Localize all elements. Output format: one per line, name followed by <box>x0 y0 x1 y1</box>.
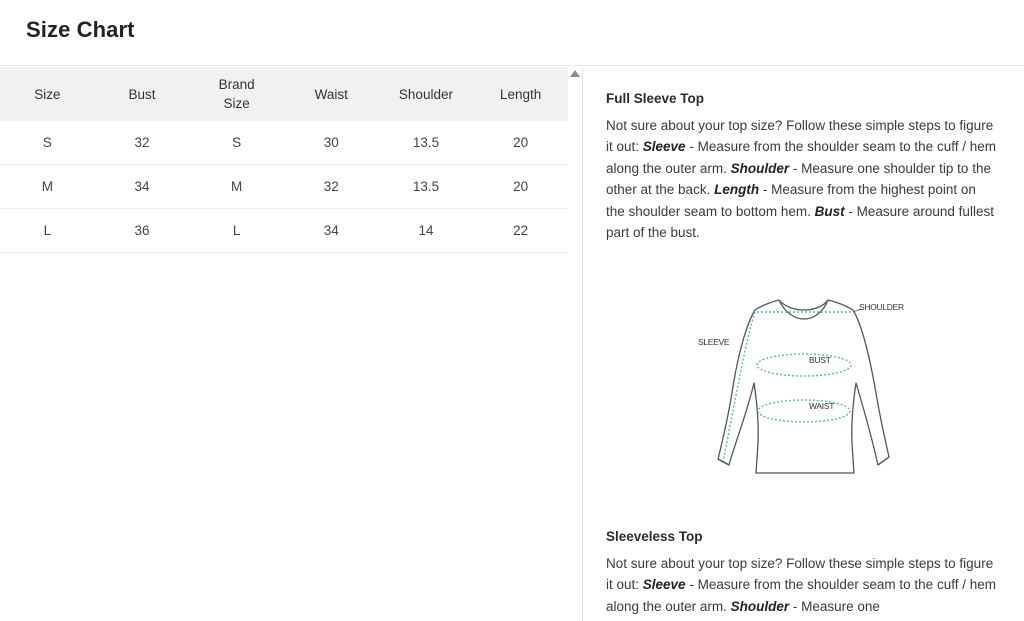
column-header-label: Bust <box>128 86 156 102</box>
column-header-label: Size <box>34 86 61 102</box>
sleeveless-section <box>606 529 996 617</box>
instructions-intro: Not sure about your top size? Follow these simple steps to figure it out: <box>606 118 994 155</box>
column-header <box>0 67 95 121</box>
scroll-up-arrow-icon[interactable] <box>570 70 580 77</box>
table-cell: 20 <box>473 165 568 209</box>
table-cell: S <box>189 121 284 165</box>
column-header <box>284 67 379 121</box>
table-cell: L <box>189 209 284 253</box>
measurement-description: - Measure around fullest part of the bust. <box>606 203 994 241</box>
full-sleeve-top-diagram <box>693 293 913 479</box>
diagram-label-bust: BUST <box>809 355 831 365</box>
measurement-description: - Measure from the highest point on the shoulder seam to bottom hem. <box>606 182 976 219</box>
sleeveless-heading: Sleeveless Top <box>606 529 703 544</box>
measurement-term: Sleeve <box>642 577 686 593</box>
table-cell: M <box>0 165 95 209</box>
instructions-intro: Not sure about your top size? Follow these simple steps to figure it out: <box>606 556 994 593</box>
column-header <box>473 67 568 121</box>
table-cell: 34 <box>284 209 379 253</box>
full-sleeve-instructions <box>606 115 996 243</box>
table-cell: 22 <box>473 209 568 253</box>
column-header <box>95 67 190 121</box>
column-header <box>379 67 474 121</box>
table-row <box>0 121 568 165</box>
table-header-row <box>0 67 568 121</box>
table-cell: L <box>0 209 95 253</box>
column-header-label: Shoulder <box>398 86 453 102</box>
table-row <box>0 165 568 209</box>
column-header-label: Length <box>499 86 542 102</box>
measurement-guide-panel[interactable] <box>583 67 1024 621</box>
table-cell: 13.5 <box>379 165 474 209</box>
table-cell: 32 <box>95 121 190 165</box>
column-header <box>189 67 284 121</box>
table-cell: 36 <box>95 209 190 253</box>
full-sleeve-heading: Full Sleeve Top <box>606 91 705 106</box>
size-table <box>0 67 568 253</box>
measurement-description: - Measure from the shoulder seam to the cuff / hem along the outer arm. <box>606 577 996 614</box>
measurement-term: Sleeve <box>642 139 686 155</box>
measurement-term: Shoulder <box>730 598 790 614</box>
diagram-label-shoulder: SHOULDER <box>859 302 904 312</box>
measurement-term: Length <box>714 182 760 198</box>
scrollbar[interactable] <box>568 67 582 621</box>
table-row <box>0 209 568 253</box>
size-table-panel <box>0 67 568 621</box>
diagram-label-sleeve: SLEEVE <box>698 337 730 347</box>
table-cell: 20 <box>473 121 568 165</box>
table-cell: 34 <box>95 165 190 209</box>
table-cell: 13.5 <box>379 121 474 165</box>
page-title: Size Chart <box>26 17 135 42</box>
measurement-term: Shoulder <box>730 160 790 176</box>
column-header-label: Waist <box>314 86 348 102</box>
header <box>0 0 1024 66</box>
table-cell: 14 <box>379 209 474 253</box>
column-header-label: Size <box>223 96 250 111</box>
table-cell: 30 <box>284 121 379 165</box>
diagram-label-waist: WAIST <box>809 401 835 411</box>
table-cell: M <box>189 165 284 209</box>
measurement-term: Bust <box>814 203 845 219</box>
measurement-description: - Measure one <box>789 598 880 614</box>
sleeveless-instructions <box>606 553 996 617</box>
full-sleeve-section <box>606 91 996 243</box>
table-cell: 32 <box>284 165 379 209</box>
column-header-label: Brand <box>218 77 255 92</box>
measurement-description: - Measure one shoulder tip to the other at the back. <box>606 160 991 198</box>
table-cell: S <box>0 121 95 165</box>
measurement-description: - Measure from the shoulder seam to the cuff / hem along the outer arm. <box>606 139 996 176</box>
